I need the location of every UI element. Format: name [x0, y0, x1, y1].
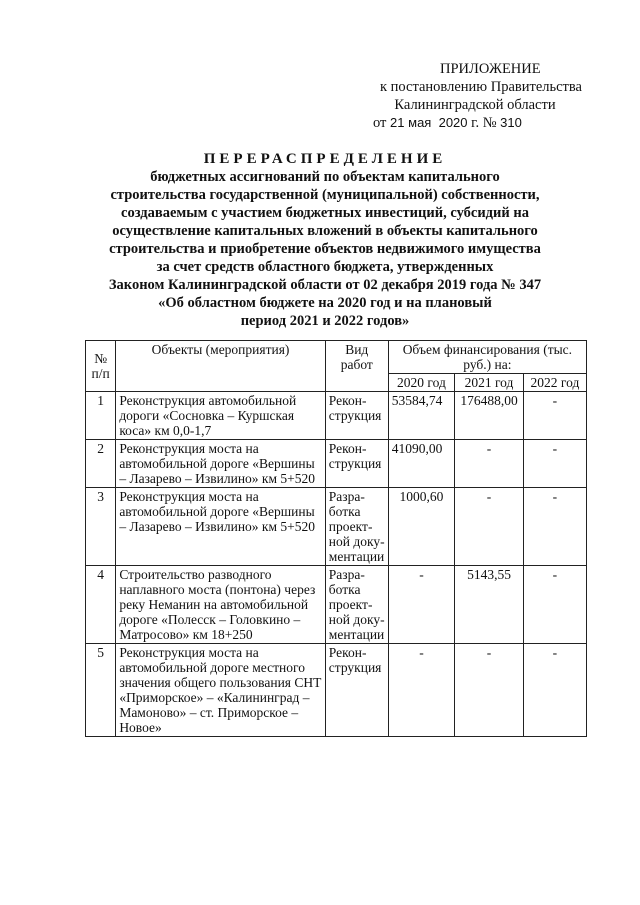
row-2021: - — [455, 440, 524, 488]
row-work-type: Рекон-струкция — [325, 392, 388, 440]
title-heading: ПЕРЕРАСПРЕДЕЛЕНИЕ — [203, 151, 447, 167]
title-line: осуществление капитальных вложений в объекты капитального — [112, 223, 538, 239]
row-2020: - — [388, 644, 454, 737]
date-year: 2020 — [438, 115, 468, 130]
row-work-type: Разра-ботка проект-ной доку-ментации — [325, 488, 388, 566]
appendix-line1: к постановлению Правительства — [380, 79, 582, 95]
row-2021: - — [455, 644, 524, 737]
table-header-row — [86, 341, 587, 374]
appendix-dateline — [340, 114, 610, 132]
row-2022: - — [523, 440, 586, 488]
header-financing: Объем финансирования (тыс. руб.) на: — [388, 341, 586, 374]
row-object: Строительство разводного наплавного моста (понтона) через реку Неманин на автомобильной дороге «Полесск – Головкино – Матросово» км 18+250 — [116, 566, 325, 644]
title-line: строительства и приобретение объектов недвижимого имущества — [109, 241, 541, 257]
row-work-type: Разра-ботка проект-ной доку-ментации — [325, 566, 388, 644]
title-line: «Об областном бюджете на 2020 год и на плановый — [158, 295, 492, 311]
row-number: 1 — [86, 392, 116, 440]
header-work-type: Вид работ — [325, 341, 388, 392]
title-line: Законом Калининградской области от 02 декабря 2019 года № 347 — [108, 277, 542, 293]
row-2022: - — [523, 488, 586, 566]
title-line: за счет средств областного бюджета, утвержденных — [156, 259, 494, 275]
row-object: Реконструкция моста на автомобильной дороге «Вершины – Лазарево – Извилино» км 5+520 — [116, 440, 325, 488]
appendix-line2: Калининградской области — [394, 97, 556, 113]
row-object: Реконструкция автомобильной дороги «Сосновка – Куршская коса» км 0,0-1,7 — [116, 392, 325, 440]
row-object: Реконструкция моста на автомобильной дороге «Вершины – Лазарево – Извилино» км 5+520 — [116, 488, 325, 566]
header-year-2021: 2021 год — [455, 374, 524, 392]
appendix-label: ПРИЛОЖЕНИЕ — [440, 61, 541, 77]
table-row — [86, 440, 587, 488]
row-2020: - — [388, 566, 454, 644]
row-2020: 53584,74 — [388, 392, 454, 440]
doc-number: 310 — [500, 115, 522, 130]
title-line: период 2021 и 2022 годов» — [240, 313, 410, 329]
row-2020: 1000,60 — [388, 488, 454, 566]
row-work-type: Рекон-струкция — [325, 440, 388, 488]
appendix-header — [340, 60, 610, 132]
date-prefix: от — [373, 115, 387, 131]
document-title — [95, 150, 555, 330]
row-number: 2 — [86, 440, 116, 488]
header-number: № п/п — [86, 341, 116, 392]
row-number: 4 — [86, 566, 116, 644]
title-line: создаваемым с участием бюджетных инвестиций, субсидий на — [121, 205, 529, 221]
date-year-suffix: г. № — [471, 115, 497, 131]
header-year-2022: 2022 год — [523, 374, 586, 392]
row-2022: - — [523, 392, 586, 440]
row-2022: - — [523, 644, 586, 737]
row-work-type: Рекон-струкция — [325, 644, 388, 737]
title-line: бюджетных ассигнований по объектам капитального — [150, 169, 500, 185]
row-number: 3 — [86, 488, 116, 566]
title-line: строительства государственной (муниципальной) собственности, — [110, 187, 540, 203]
row-2021: - — [455, 488, 524, 566]
row-2022: - — [523, 566, 586, 644]
table-row — [86, 392, 587, 440]
row-object: Реконструкция моста на автомобильной дороге местного значения общего пользования СНТ «Приморское» – «Калининград – Мамоново» – ст. Приморское – Новое» — [116, 644, 325, 737]
table-row — [86, 566, 587, 644]
date-month: мая — [408, 115, 432, 130]
table-row — [86, 488, 587, 566]
financing-table — [85, 340, 587, 737]
header-year-2020: 2020 год — [388, 374, 454, 392]
row-number: 5 — [86, 644, 116, 737]
header-objects: Объекты (мероприятия) — [116, 341, 325, 392]
row-2021: 176488,00 — [455, 392, 524, 440]
date-day: 21 — [390, 115, 405, 130]
row-2020: 41090,00 — [388, 440, 454, 488]
row-2021: 5143,55 — [455, 566, 524, 644]
table-row — [86, 644, 587, 737]
